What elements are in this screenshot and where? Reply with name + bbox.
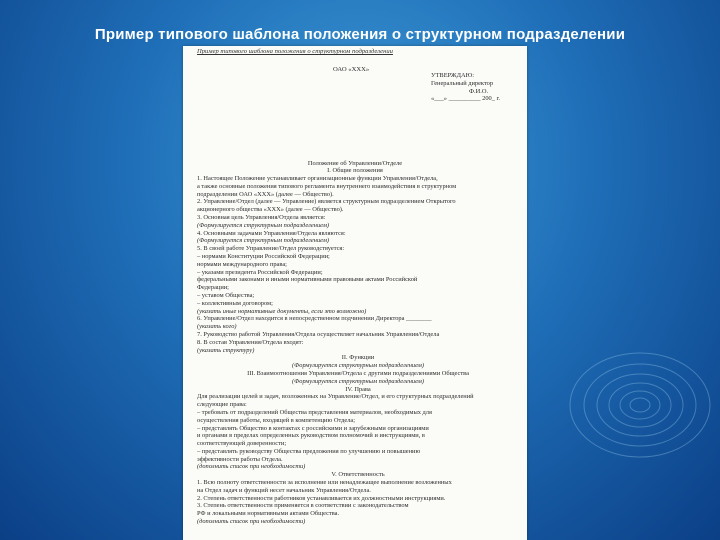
document-line: 8. В состав Управления/Отдела входят: [197, 338, 304, 346]
document-line: 1. Настоящее Положение устанавливает организационные функции Управления/Отдела, [197, 175, 438, 182]
company-name: ОАО «ХХХ» [333, 66, 370, 73]
document-line: 4. Основными задачами Управления/Отдела являются: [197, 229, 346, 237]
document-line: – требовать от подразделений Общества представления материалов, необходимых для [197, 408, 432, 416]
document-line: эффективности работы Отдела. [197, 455, 283, 463]
document-line: 2. Степень ответственности работников устанавливается их должностными инструкциями. [197, 494, 446, 502]
document-body [197, 175, 519, 526]
document-line: а также основные положения типового регламента внутреннего взаимодействия в структурном [197, 182, 457, 190]
document-line: 7. Руководство работой Управления/Отдела осуществляет начальник Управления/Отдела [197, 330, 440, 338]
document-line: (Формулируется структурным подразделением) [197, 237, 330, 245]
document-line: (указать структуру) [197, 346, 255, 354]
document-line: подразделении ОАО «ХХХ» (далее — Общество). [197, 190, 334, 198]
document-line: Федерации; [197, 284, 229, 292]
document-line: осуществления работы, входящей в компетенцию Отдела; [197, 416, 356, 424]
approval-line: Ф.И.О. [469, 87, 489, 95]
approval-block [431, 72, 523, 103]
document-line: (дополнить список при необходимости) [197, 518, 306, 526]
document-line: РФ и локальными нормативными актами Общества. [197, 510, 340, 518]
document-line: (указать кого) [197, 323, 237, 331]
approval-line: «___» __________ 200_ г. [431, 95, 501, 103]
document-line: (Формулируется структурным подразделением) [291, 377, 425, 385]
document-page [183, 46, 527, 540]
document-line: – указами президента Российской Федерации; [197, 268, 323, 276]
document-line: II. Функции [341, 354, 375, 362]
document-line: и органами в пределах определенных руководством полномочий и инструкциями, в [197, 432, 425, 440]
document-line: – коллективным договором; [197, 299, 273, 307]
document-line: – нормами Конституции Российской Федерации; [197, 252, 330, 260]
document-line: IV. Права [345, 385, 371, 393]
approval-line: Генеральный директор [431, 79, 494, 87]
slide-title: Пример типового шаблона положения о структурном подразделении [94, 26, 626, 43]
document-line: V. Ответственность [331, 471, 385, 479]
document-line: 5. В своей работе Управление/Отдел руководствуется: [197, 245, 345, 253]
document-line: 2. Управление/Отдел (далее — Управление) является структурным подразделением Открытого [197, 198, 456, 206]
document-line: (Формулируется структурным подразделением) [291, 362, 425, 370]
document-line: – представлять Общество в контактах с российскими и зарубежными организациями [197, 424, 429, 432]
document-line: 3. Степень ответственности применяется в соответствии с законодательством [197, 502, 409, 510]
approval-line: УТВЕРЖДАЮ: [431, 72, 474, 79]
document-line: на Отдел задач и функций несет начальник Управления/Отдела. [197, 486, 371, 494]
document-header: Пример типового шаблона положения о структурном подразделении [197, 48, 393, 55]
document-line: (Формулируется структурным подразделением) [197, 221, 330, 229]
document-line: Для реализации целей и задач, возложенных на Управление/Отдел, и его структурных подразделений [197, 393, 474, 401]
document-line: – представлять руководству Общества предложения по улучшению и повышению [197, 447, 421, 455]
document-line: федеральными законами и иными нормативными правовыми актами Российской [197, 276, 418, 284]
document-line: акционерного общества «ХХХ» (далее — Общество). [197, 206, 344, 214]
document-line: нормами международного права; [197, 260, 287, 268]
document-line: следующие права: [197, 401, 247, 409]
document-line: соответствующей доверенности; [197, 440, 287, 448]
document-line: (дополнить список при необходимости) [197, 463, 306, 471]
document-line: (указать иные нормативные документы, если это возможно) [197, 307, 367, 315]
document-line: 3. Основная цель Управления/Отдела является: [197, 213, 326, 221]
section-heading: I. Общие положения [327, 167, 383, 174]
document-title: Положение об Управлении/Отделе [307, 160, 403, 167]
document-line: – уставом Общества; [197, 291, 255, 299]
document-line: 6. Управление/Отдел находится в непосредственном подчинении Директора ________ [197, 315, 432, 323]
document-line: III. Взаимоотношения Управления/Отдела с другими подразделениями Общества [247, 369, 469, 377]
document-line: 1. Всю полноту ответственности за исполнение или ненадлежащее выполнение возложенных [197, 479, 452, 487]
